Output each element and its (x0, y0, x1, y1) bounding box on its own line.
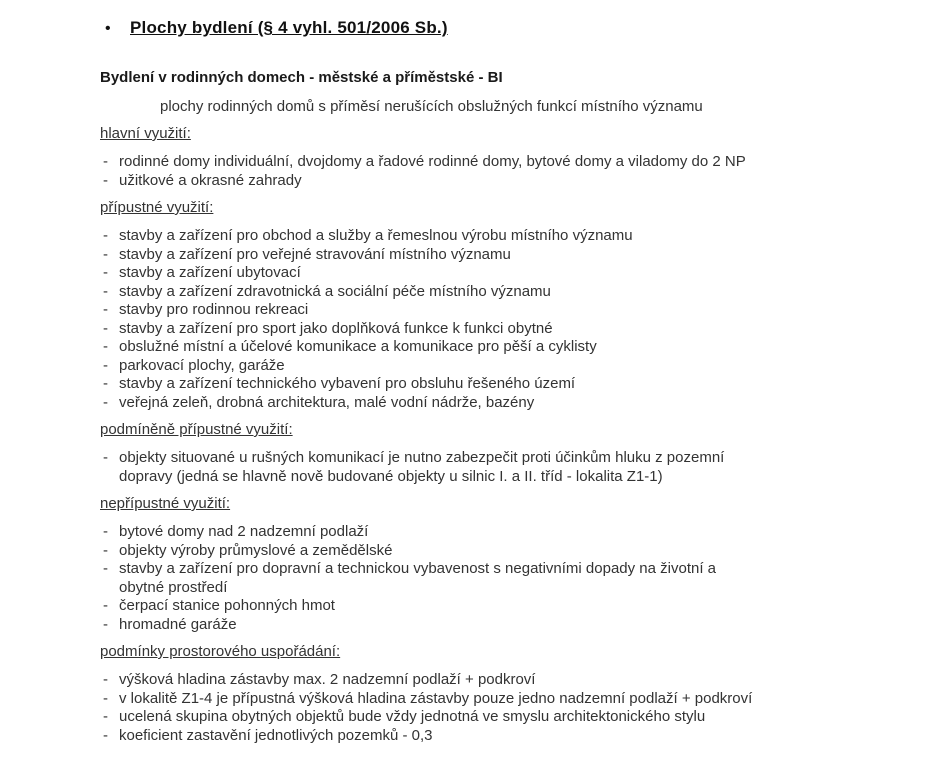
list-item-text: v lokalitě Z1-4 je přípustná výšková hladina zástavby pouze jedno nadzemní podlaží + podkroví (119, 689, 753, 707)
dash-marker: - (103, 541, 108, 559)
list-item (100, 542, 904, 561)
document-title-row (100, 18, 904, 38)
list-item (100, 172, 904, 191)
dash-marker: - (103, 356, 108, 374)
dash-marker: - (103, 560, 108, 577)
dash-marker: - (103, 301, 108, 318)
list-item-text: objekty výroby průmyslové a zemědělské (119, 541, 393, 559)
list-item (100, 560, 904, 597)
list-item-text: stavby a zařízení technického vybavení pro obsluhu řešeného území (119, 375, 576, 392)
list-item (100, 597, 904, 616)
list-item (100, 283, 904, 302)
list-item-text: stavby a zařízení pro sport jako doplňková funkce k funkci obytné (119, 319, 553, 337)
list-item-text: parkovací plochy, garáže (119, 356, 285, 374)
page-title: Plochy bydlení (§ 4 vyhl. 501/2006 Sb.) (130, 18, 448, 37)
list-item-text: veřejná zeleň, drobná architektura, malé vodní nádrže, bazény (119, 393, 535, 411)
usage-section-4 (100, 494, 904, 634)
list-item (100, 357, 904, 376)
list-item-text: ucelená skupina obytných objektů bude vždy jednotná ve smyslu architektonického stylu (119, 708, 706, 725)
list-item-text: užitkové a okrasné zahrady (119, 171, 302, 189)
bullet-icon: • (105, 20, 111, 37)
usage-section-3 (100, 420, 904, 486)
list-item (100, 264, 904, 283)
dash-list (100, 227, 904, 412)
list-item-text: bytové domy nad 2 nadzemní podlaží (119, 523, 369, 540)
list-item (100, 523, 904, 542)
dash-marker: - (103, 171, 108, 189)
dash-marker: - (103, 708, 108, 725)
dash-marker: - (103, 282, 108, 300)
list-item-text: stavby a zařízení zdravotnická a sociální péče místního významu (119, 282, 551, 300)
usage-section-1 (100, 124, 904, 190)
dash-marker: - (103, 671, 108, 688)
dash-marker: - (103, 615, 108, 633)
list-item-text: výšková hladina zástavby max. 2 nadzemní podlaží + podkroví (119, 671, 536, 688)
dash-marker: - (103, 597, 108, 614)
dash-marker: - (103, 264, 108, 281)
dash-marker: - (103, 319, 108, 337)
list-item-text: rodinné domy individuální, dvojdomy a řadové rodinné domy, bytové domy a viladomy do 2 NP (119, 153, 746, 170)
list-item (100, 671, 904, 690)
list-item-text: obslužné místní a účelové komunikace a komunikace pro pěší a cyklisty (119, 338, 597, 355)
section-label: hlavní využití: (100, 125, 191, 142)
list-item-text: objekty situované u rušných komunikací je nutno zabezpečit proti účinkům hluku z pozemní dopravy (jedná se hlavně nově budované objekty u silnic I. a II. tříd - lokalita Z1-1) (119, 449, 725, 485)
dash-marker: - (103, 375, 108, 392)
zone-heading: Bydlení v rodinných domech - městské a příměstské - BI (100, 69, 503, 86)
list-item (100, 449, 904, 486)
list-item (100, 246, 904, 265)
list-item (100, 616, 904, 635)
list-item-text: čerpací stanice pohonných hmot (119, 597, 335, 614)
dash-marker: - (103, 153, 108, 170)
dash-marker: - (103, 449, 108, 466)
list-item (100, 227, 904, 246)
list-item (100, 320, 904, 339)
list-item (100, 690, 904, 709)
list-item (100, 708, 904, 727)
list-item (100, 338, 904, 357)
dash-marker: - (103, 393, 108, 411)
dash-list (100, 671, 904, 745)
list-item-text: stavby a zařízení ubytovací (119, 264, 301, 281)
dash-list (100, 449, 904, 486)
dash-list (100, 153, 904, 190)
list-item (100, 301, 904, 320)
zone-description: plochy rodinných domů s příměsí nerušících obslužných funkcí místního významu (160, 98, 703, 115)
list-item-text: stavby a zařízení pro dopravní a technickou vybavenost s negativními dopady na životní a obytné prostředí (119, 560, 717, 596)
dash-marker: - (103, 523, 108, 540)
list-item (100, 394, 904, 413)
list-item-text: koeficient zastavění jednotlivých pozemků - 0,3 (119, 726, 433, 744)
dash-list (100, 523, 904, 634)
list-item-text: stavby pro rodinnou rekreaci (119, 301, 309, 318)
list-item (100, 153, 904, 172)
list-item (100, 727, 904, 746)
dash-marker: - (103, 245, 108, 263)
dash-marker: - (103, 338, 108, 355)
section-label: nepřípustné využití: (100, 495, 231, 512)
dash-marker: - (103, 227, 108, 244)
sections-container (100, 124, 904, 745)
list-item-text: stavby a zařízení pro obchod a služby a řemeslnou výrobu místního významu (119, 227, 633, 244)
dash-marker: - (103, 689, 108, 707)
usage-section-5 (100, 642, 904, 745)
list-item-text: stavby a zařízení pro veřejné stravování místního významu (119, 245, 511, 263)
usage-section-2 (100, 198, 904, 412)
list-item (100, 375, 904, 394)
section-label: přípustné využití: (100, 199, 214, 216)
section-label: podmínky prostorového uspořádání: (100, 643, 341, 660)
dash-marker: - (103, 726, 108, 744)
section-label: podmíněně přípustné využití: (100, 421, 293, 438)
list-item-text: hromadné garáže (119, 615, 237, 633)
